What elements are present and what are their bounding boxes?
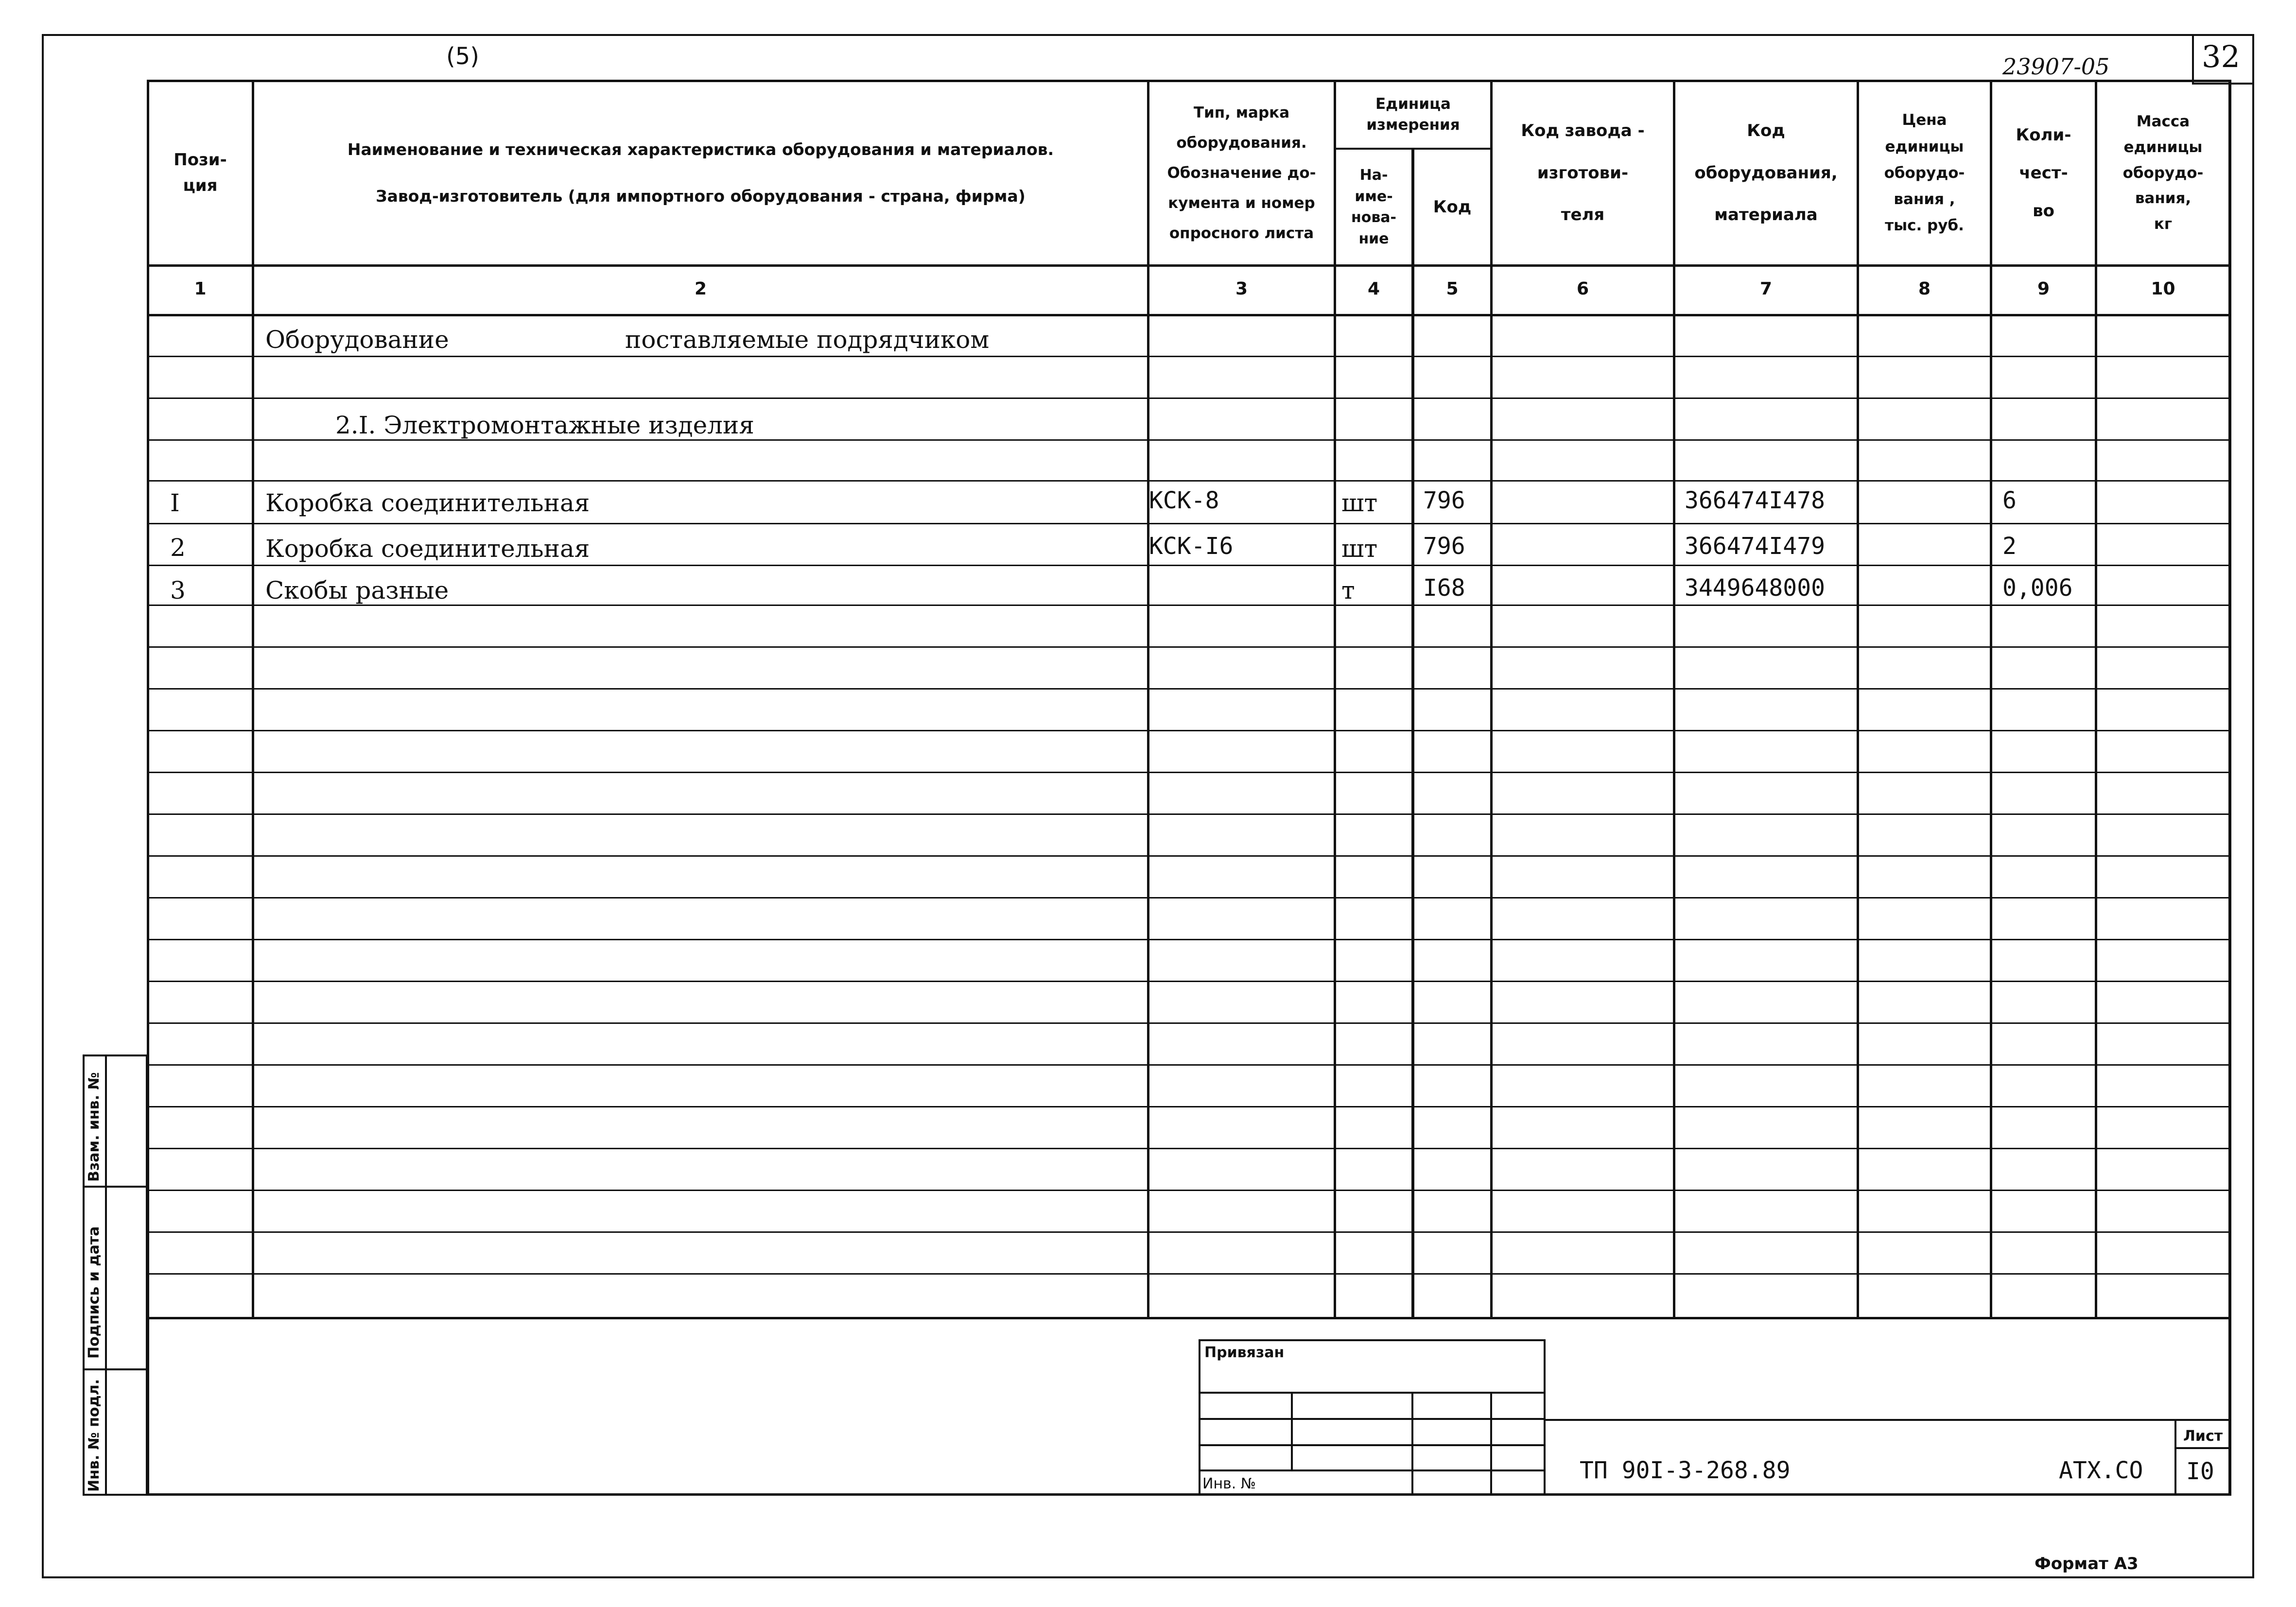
row-1-unit: шт [1341,489,1378,517]
doc-mark: АТХ.СО [2059,1457,2143,1484]
col-number: 8 [1918,279,1931,299]
privyazan-label: Привязан [1204,1344,1285,1361]
side-stamp-inv: Инв. № подл. [86,1379,103,1492]
col-number: 4 [1367,279,1380,299]
section-mark: (5) [446,43,479,70]
col-number: 10 [2151,279,2175,299]
document-number: 23907-05 [2002,53,2110,80]
col-number: 9 [2037,279,2050,299]
row-2-name: Коробка соединительная [265,535,590,563]
row-line [147,480,2231,482]
row-1-equip: 366474I478 [1685,487,1825,514]
row-line [147,772,2231,773]
row-2-equip: 366474I479 [1685,533,1825,560]
row-2-unit: шт [1341,535,1378,563]
header-unit-group: Единица измерения [1366,95,1460,134]
doc-code: ТП 90I-3-268.89 [1580,1457,1791,1484]
col-number: 1 [194,279,207,299]
row-line [147,730,2231,731]
format-label: Формат А3 [2035,1554,2139,1573]
col-number: 3 [1235,279,1248,299]
row-1-type: КСК-8 [1149,487,1219,514]
row-3-equip: 3449648000 [1685,574,1825,602]
header-equip-code: Код оборудования, материала [1694,121,1838,225]
row-line [147,1190,2231,1191]
header-mass: Масса единицы оборудо- вания, кг [2122,113,2204,233]
col-number: 5 [1446,279,1459,299]
row-2-type: КСК-I6 [1149,533,1234,560]
col-line [1411,149,1414,1318]
row-line [147,1022,2231,1024]
header-qty: Коли- чест- во [2016,125,2071,221]
row-line [147,981,2231,982]
row-line [147,813,2231,815]
row-3-position: 3 [170,576,186,605]
header-position: Пози- ция [174,150,227,195]
row-1-code: 796 [1423,487,1465,514]
side-stamp-podp: Подпись и дата [86,1226,103,1359]
header-name: Наименование и техническая характеристика оборудования и материалов. Завод-изготовитель (для импортного оборудования - страна, фирма) [347,140,1054,206]
side-stamp-vzam: Взам. инв. № [86,1072,103,1182]
header-unit-code: Код [1433,197,1472,217]
row-line [147,1106,2231,1107]
row-1-name: Коробка соединительная [265,489,590,517]
section-title-b: поставляемые подрядчиком [625,326,990,354]
row-line [147,397,2231,399]
header-unit-name: На- име- нова- ние [1351,167,1397,247]
row-line [147,1148,2231,1149]
row-2-code: 796 [1423,533,1465,560]
row-3-qty: 0,006 [2002,574,2073,602]
row-line [147,855,2231,857]
col-number: 2 [694,279,707,299]
row-line [147,939,2231,940]
list-label: Лист [2183,1428,2223,1445]
privyazan-stamp [1199,1339,1546,1496]
header-price: Цена единицы оборудо- вания , тыс. руб. [1884,111,1965,235]
row-line [147,605,2231,606]
header-plant-code: Код завода - изготови- теля [1521,121,1645,225]
list-value: I0 [2186,1458,2214,1485]
inv-no-label: Инв. № [1202,1475,1256,1492]
row-line [147,523,2231,524]
col-number: 7 [1759,279,1773,299]
row-line [147,897,2231,899]
row-2-position: 2 [170,534,186,562]
subsection-title: 2.I. Электромонтажные изделия [335,411,754,439]
row-line [147,1064,2231,1066]
header-type: Тип, марка оборудования. Обозначение до- кумента и номер опросного листа [1167,104,1316,242]
row-line [147,439,2231,441]
row-line [147,646,2231,648]
row-line [147,1273,2231,1275]
row-1-position: I [170,489,180,517]
row-3-unit: т [1341,576,1355,605]
row-3-code: I68 [1423,574,1465,602]
row-line [147,1231,2231,1233]
col-number: 6 [1576,279,1589,299]
row-line [147,565,2231,566]
row-1-qty: 6 [2002,487,2017,514]
sheet-number: 32 [2202,39,2240,74]
row-2-qty: 2 [2002,533,2017,560]
section-title-a: Оборудование [265,326,449,354]
row-line [147,688,2231,690]
row-3-name: Скобы разные [265,576,449,605]
row-line [147,356,2231,357]
